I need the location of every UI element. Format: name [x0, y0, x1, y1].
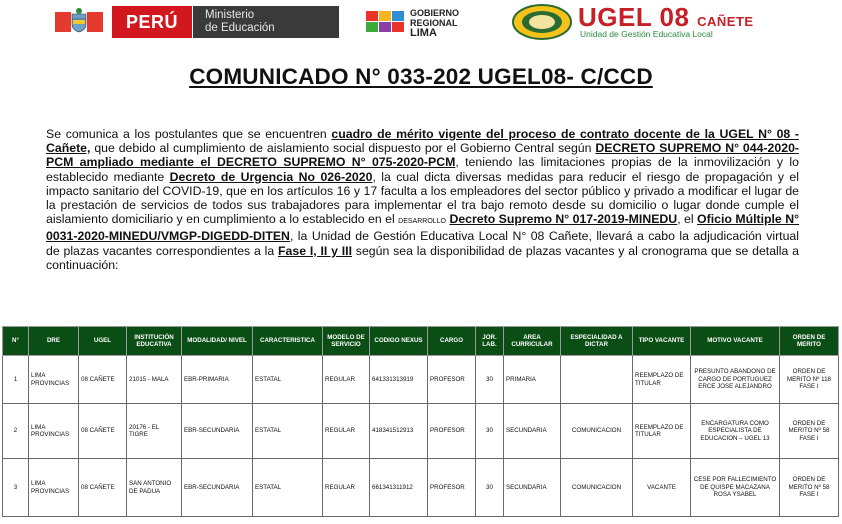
- table-cell: REGULAR: [323, 404, 370, 459]
- table-cell: 3: [3, 459, 29, 517]
- col-header: ESPECIALIDAD A DICTAR: [561, 327, 633, 356]
- table-cell: 08 CAÑETE: [79, 356, 127, 404]
- table-header-row: [3, 327, 839, 356]
- table-cell: REEMPLAZO DE TITULAR: [633, 356, 691, 404]
- table-cell: 08 CAÑETE: [79, 404, 127, 459]
- peru-label: PERÚ: [112, 6, 192, 38]
- page-title: COMUNICADO N° 033-202 UGEL08- C/CCD: [189, 64, 653, 89]
- col-header: N°: [3, 327, 29, 356]
- body-paragraph: Se comunica a los postulantes que se encuentren cuadro de mérito vigente del proceso de contrato docente de la UGEL N° 08 - Cañete, que debido al cumplimiento de aislamiento social dispuesto por el Gobierno Central según DECRETO SUPREMO N° 044-2020-PCM ampliado mediante el DECRETO SUPREMO N° 075-2020-PCM, teniendo las limitaciones propias de la inmovilización y lo establecido mediante Decreto de Urgencia No 026-2020, la cual dicta diversas medidas para reducir el riesgo de propagación y el impacto sanitario del COVID-19, que en los artículos 16 y 17 faculta a los empleadores del sector público y privado a modificar el lugar de la prestación de servicios de todos sus trabajadores para implementar el tra bajo remoto desde su domicilio o lugar donde cumple el aislamiento domiciliario y en cumplimiento a lo establecido en el DESARROLLO Decreto Supremo N° 017-2019-MINEDU, el Oficio Múltiple N° 0031-2020-MINEDU/VMGP-DIGEDD-DITEN, la Unidad de Gestión Educativa Local N° 08 Cañete, llevará a cabo la adjudicación virtual de plazas vacantes correspondientes a la Fase I, II y III según sea la disponibilidad de plazas vacantes y al cronograma que se detalla a continuación:: [46, 127, 800, 272]
- ugel-subtitle: Unidad de Gestión Educativa Local: [580, 29, 713, 39]
- col-header: CARACTERISTICA: [253, 327, 323, 356]
- table-row: [3, 404, 839, 459]
- table-cell: PROFESOR: [428, 459, 476, 517]
- col-header: CODIGO NEXUS: [370, 327, 428, 356]
- table-row: [3, 356, 839, 404]
- table-cell: COMUNICACION: [561, 404, 633, 459]
- gobierno-regional-label: GOBIERNO REGIONAL LIMA: [410, 8, 460, 39]
- table-cell: 20176 - EL TIGRE: [127, 404, 182, 459]
- col-header: INSTITUCIÓN EDUCATIVA: [127, 327, 182, 356]
- table-cell: 418341512913: [370, 404, 428, 459]
- table-cell: ORDEN DE MERITO Nº 118 FASE I: [780, 356, 839, 404]
- col-header: MODALIDAD/ NIVEL: [182, 327, 253, 356]
- table-cell: PRESUNTO ABANDONO DE CARGO DE PORTUGUEZ ERCE JOSE ALEJANDRO: [691, 356, 780, 404]
- table-cell: 30: [476, 356, 504, 404]
- col-header: DRE: [29, 327, 79, 356]
- table-cell: PROFESOR: [428, 404, 476, 459]
- table-cell: ESTATAL: [253, 459, 323, 517]
- col-header: TIPO VACANTE: [633, 327, 691, 356]
- header-logos: [0, 4, 842, 40]
- table-cell: COMUNICACION: [561, 459, 633, 517]
- peru-coat-of-arms-icon: [55, 6, 103, 38]
- table-cell: [561, 356, 633, 404]
- table-cell: LIMA PROVINCIAS: [29, 404, 79, 459]
- table-cell: 661341311912: [370, 459, 428, 517]
- table-cell: EBR-SECUNDARIA: [182, 404, 253, 459]
- table-cell: ORDEN DE MERITO Nº 58 FASE I: [780, 404, 839, 459]
- table-cell: CESE POR FALLECIMIENTO DE QUISPE MACAZANA ROSA YSABEL: [691, 459, 780, 517]
- table-cell: REEMPLAZO DE TITULAR: [633, 404, 691, 459]
- table-cell: ORDEN DE MERITO Nº 58 FASE I: [780, 459, 839, 517]
- col-header: MOTIVO VACANTE: [691, 327, 780, 356]
- table-cell: EBR-PRIMARIA: [182, 356, 253, 404]
- table-cell: LIMA PROVINCIAS: [29, 459, 79, 517]
- table-cell: SECUNDARIA: [504, 404, 561, 459]
- table-cell: PROFESOR: [428, 356, 476, 404]
- table-cell: ESTATAL: [253, 404, 323, 459]
- table-cell: 1: [3, 356, 29, 404]
- table-cell: LIMA PROVINCIAS: [29, 356, 79, 404]
- table-row: [3, 459, 839, 517]
- table-cell: REGULAR: [323, 459, 370, 517]
- table-cell: SECUNDARIA: [504, 459, 561, 517]
- table-cell: ESTATAL: [253, 356, 323, 404]
- table-cell: EBR-SECUNDARIA: [182, 459, 253, 517]
- gobierno-regional-icon: [366, 9, 406, 35]
- table-cell: VACANTE: [633, 459, 691, 517]
- minedu-label: Ministerio de Educación: [193, 6, 339, 38]
- col-header: UGEL: [79, 327, 127, 356]
- col-header: CARGO: [428, 327, 476, 356]
- table-cell: 08 CAÑETE: [79, 459, 127, 517]
- table-cell: 21015 - MALA: [127, 356, 182, 404]
- col-header: MODELO DE SERVICIO: [323, 327, 370, 356]
- ugel-title: UGEL 08 CAÑETE: [578, 2, 754, 32]
- col-header: ORDEN DE MERITO: [780, 327, 839, 356]
- table-cell: 2: [3, 404, 29, 459]
- col-header: JOR. LAB.: [476, 327, 504, 356]
- table-cell: PRIMARIA: [504, 356, 561, 404]
- table-cell: ENCARGATURA COMO ESPECIALISTA DE EDUCACION – UGEL 13: [691, 404, 780, 459]
- table-cell: 30: [476, 459, 504, 517]
- vacancies-table: [2, 326, 839, 517]
- ugel-emblem-icon: [512, 4, 572, 40]
- table-cell: REGULAR: [323, 356, 370, 404]
- table-cell: SAN ANTONIO DE PADUA: [127, 459, 182, 517]
- col-header: AREA CURRICULAR: [504, 327, 561, 356]
- table-cell: 30: [476, 404, 504, 459]
- table-cell: 641331313919: [370, 356, 428, 404]
